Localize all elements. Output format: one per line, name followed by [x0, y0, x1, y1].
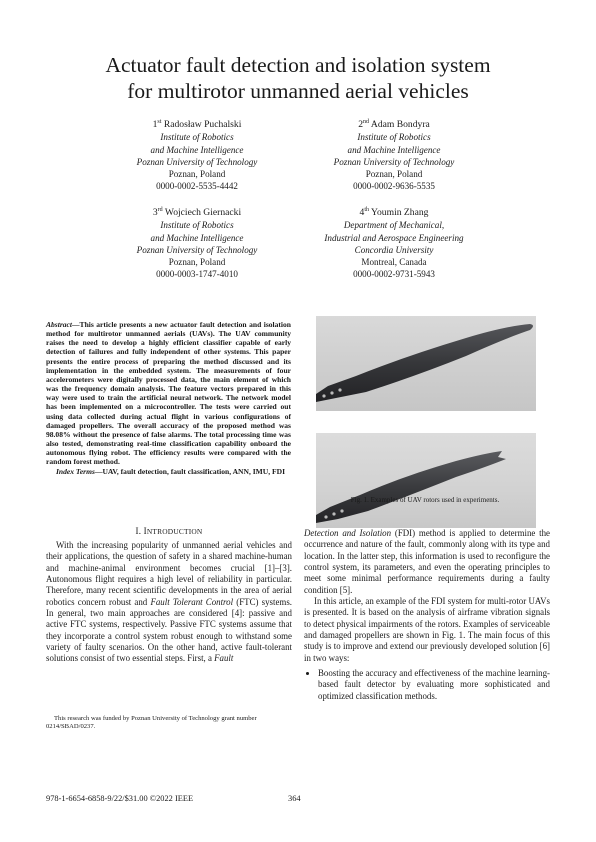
author-name: 1st Radosław Puchalski	[152, 118, 242, 130]
author-location: Poznan, Poland	[168, 169, 226, 180]
abstract-label: Abstract	[46, 320, 72, 329]
author-location: Montreal, Canada	[361, 257, 427, 268]
author-affiliation: Institute of Robotics	[160, 132, 234, 143]
author-affiliation: Poznan University of Technology	[333, 156, 455, 167]
propeller-damaged-drawing	[316, 433, 536, 528]
index-terms-text: —UAV, fault detection, fault classification, ANN, IMU, FDI	[94, 466, 286, 476]
abstract	[46, 320, 291, 476]
author-affiliation: Institute of Robotics	[357, 132, 431, 143]
page-number: 364	[288, 794, 301, 803]
author-block-3	[97, 207, 297, 281]
author-block-2	[294, 119, 494, 193]
figure-caption: Fig. 1. Examples of UAV rotors used in experiments.	[350, 496, 500, 504]
abstract-text: —This article presents a new actuator fault detection and isolation method for multirotor unmanned aerials (UAVs). The UAV community raises the need to develop a highly efficient classifier capable of early detection of failures and fully independent of other systems. This paper presents the entire process of preparing the method discussed and its implementation in the embedded system. The measurements of four accelerometers were digitally processed data, the main element of which was the frequency domain analysis. The feature vectors prepared in this way were used to train the artificial neural network. The network model has been implemented on a microcontroller. The tests were carried out using data collected during actual flight in various configurations of damaged propellers. The overall accuracy of the proposed method was 98.08% without the presence of false alarms. The total processing time was also tested, demonstrating real-time classification capability onboard the autonomous flying robot. The efficiency results were compared with the random forest method.	[46, 320, 291, 467]
author-affiliation: Industrial and Aerospace Engineering	[324, 232, 464, 243]
article-overview-paragraph: In this article, an example of the FDI system for multi-rotor UAVs is presented. It is based on the analysis of airframe vibration signals to detect physical impairments of the rotors. Examples of serviceable and damaged propellers are shown in Fig. 1. The main focus of this study is to improve and extend our previously developed solution [6] in two ways:	[304, 596, 550, 663]
author-orcid: 0000-0002-9731-5943	[353, 269, 435, 280]
funding-footnote: This research was funded by Poznan University of Technology grant number 0214/SBAD/0237.	[46, 715, 257, 731]
index-terms-label: Index Terms	[56, 466, 95, 476]
author-orcid: 0000-0002-5535-4442	[156, 181, 238, 192]
propeller-intact-drawing	[316, 316, 536, 411]
fdi-paragraph: Detection and Isolation (FDI) method is applied to determine the occurrence and nature of the fault, commonly along with its type and location. In the latter step, this information is used to reconfigure the control system, its parameters, and even the operating principles to meet some minimal performance requirements during a faulty condition [5].	[304, 528, 550, 595]
author-affiliation: Department of Mechanical,	[343, 220, 445, 231]
author-location: Poznan, Poland	[168, 257, 226, 268]
title-line-1: Actuator fault detection and isolation system	[105, 53, 491, 77]
author-name: 4th Youmin Zhang	[359, 206, 429, 218]
author-affiliation: and Machine Intelligence	[150, 144, 244, 155]
index-terms	[46, 467, 291, 476]
paper-title	[40, 52, 556, 104]
propeller-photo-intact	[316, 316, 536, 411]
author-name: 3rd Wojciech Giernacki	[152, 206, 242, 218]
author-orcid: 0000-0003-1747-4010	[156, 269, 238, 280]
contribution-list	[304, 668, 550, 702]
right-column	[304, 528, 550, 702]
section-heading-introduction: I. INTRODUCTION	[135, 526, 203, 536]
author-affiliation: and Machine Intelligence	[150, 232, 244, 243]
propeller-photo-damaged	[316, 433, 536, 528]
author-affiliation: Concordia University	[354, 244, 434, 255]
intro-paragraph: With the increasing popularity of unmanned aerial vehicles and their applications, the question of safety in a shared machine-human and machine-animal environment becomes crucial [1]–[3]. Autonomous flight requires a high level of reliability in particular. Therefore, many recent scientific developments in the area of aerial robotics concern robust and Fault Tolerant Control (FTC) systems. In general, two main approaches are considered [4]: passive and active FTC systems, respectively. Passive FTC systems assume that they incorporate a control system robust enough to withstand some variety of faulty scenarios. On the other hand, active fault-tolerant solutions consist of two essential steps. First, a Fault	[46, 540, 292, 664]
author-affiliation: Institute of Robotics	[160, 220, 234, 231]
author-location: Poznan, Poland	[365, 169, 423, 180]
left-column	[46, 526, 292, 665]
author-affiliation: Poznan University of Technology	[136, 244, 258, 255]
abstract-paragraph	[46, 320, 291, 467]
author-block-1	[97, 119, 297, 193]
list-item: • Boosting the accuracy and effectiveness of the machine learning-based fault detector by evaluating more sophisticated and optimized classification methods.	[318, 668, 550, 702]
author-name: 2nd Adam Bondyra	[358, 118, 430, 130]
footer-copyright: 978-1-6654-6858-9/22/$31.00 ©2022 IEEE	[46, 794, 194, 803]
title-line-2: for multirotor unmanned aerial vehicles	[127, 79, 469, 103]
author-affiliation: Poznan University of Technology	[136, 156, 258, 167]
author-orcid: 0000-0002-9636-5535	[353, 181, 435, 192]
author-block-4	[294, 207, 494, 281]
author-affiliation: and Machine Intelligence	[347, 144, 441, 155]
